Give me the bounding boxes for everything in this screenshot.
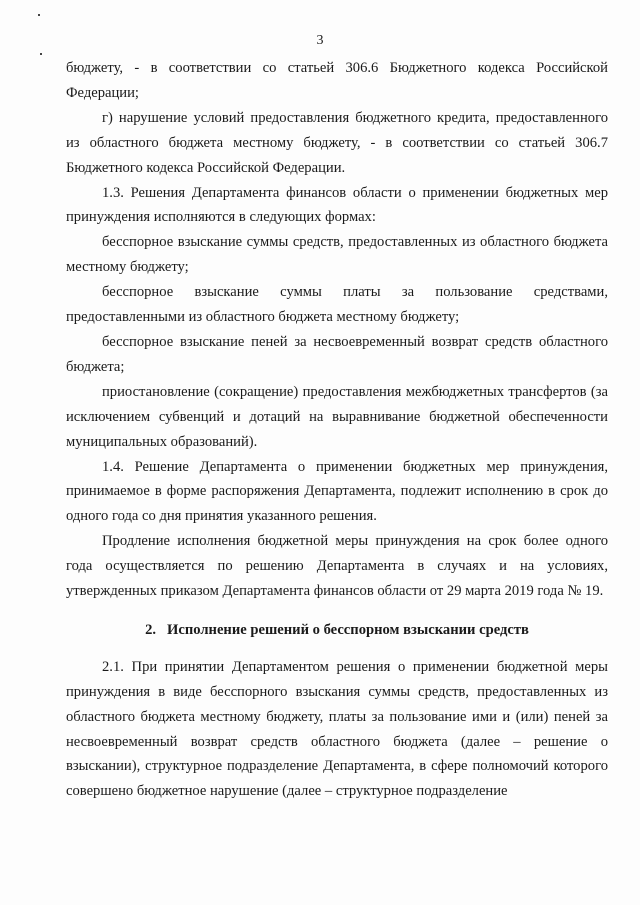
document-body [66,56,608,804]
paragraph: 2.1. При принятии Департаментом решения о применении бюджетной меры принуждения в виде бесспорного взыскания суммы средств, предоставленных из областного бюджета местному бюджету, платы за пользование ими и (или) пеней за несвоевременный возврат средств областного бюджета (далее – решение о взыскании), структурное подразделение Департамента, в сфере полномочий которого совершено бюджетное нарушение (далее – структурное подразделение [66,658,608,800]
paragraph: бесспорное взыскание пеней за несвоевременный возврат средств областного бюджета; [66,333,608,375]
paragraph: 1.3. Решения Департамента финансов области о применении бюджетных мер принуждения исполняются в следующих формах: [66,184,608,226]
section-heading [66,618,608,643]
paragraph: г) нарушение условий предоставления бюджетного кредита, предоставленного из областного бюджета местному бюджету, - в соответствии со статьей 306.7 Бюджетного кодекса Российской Федерации. [66,109,608,176]
paragraph: приостановление (сокращение) предоставления межбюджетных трансфертов (за исключением субвенций и дотаций на выравнивание бюджетной обеспеченности муниципальных образований). [66,383,608,450]
scan-mark [38,14,40,16]
paragraph: бесспорное взыскание суммы средств, предоставленных из областного бюджета местному бюджету; [66,234,608,276]
paragraph: Продление исполнения бюджетной меры принуждения на срок более одного года осуществляется по решению Департамента в случаях и на условиях, утвержденных приказом Департамента финансов области от 29 марта 2019 года № 19. [66,533,608,600]
section-number: 2. [145,621,157,638]
page-number: 3 [316,33,324,48]
scan-mark [40,53,42,55]
paragraph: бесспорное взыскание суммы платы за пользование средствами, предоставленными из областного бюджета местному бюджету; [66,284,608,326]
paragraph: 1.4. Решение Департамента о применении бюджетных мер принуждения, принимаемое в форме распоряжения Департамента, подлежит исполнению в срок до одного года со дня принятия указанного решения. [66,458,608,525]
paragraph: бюджету, - в соответствии со статьей 306.6 Бюджетного кодекса Российской Федерации; [66,60,608,101]
section-title: Исполнение решений о бесспорном взыскании средств [167,621,529,638]
